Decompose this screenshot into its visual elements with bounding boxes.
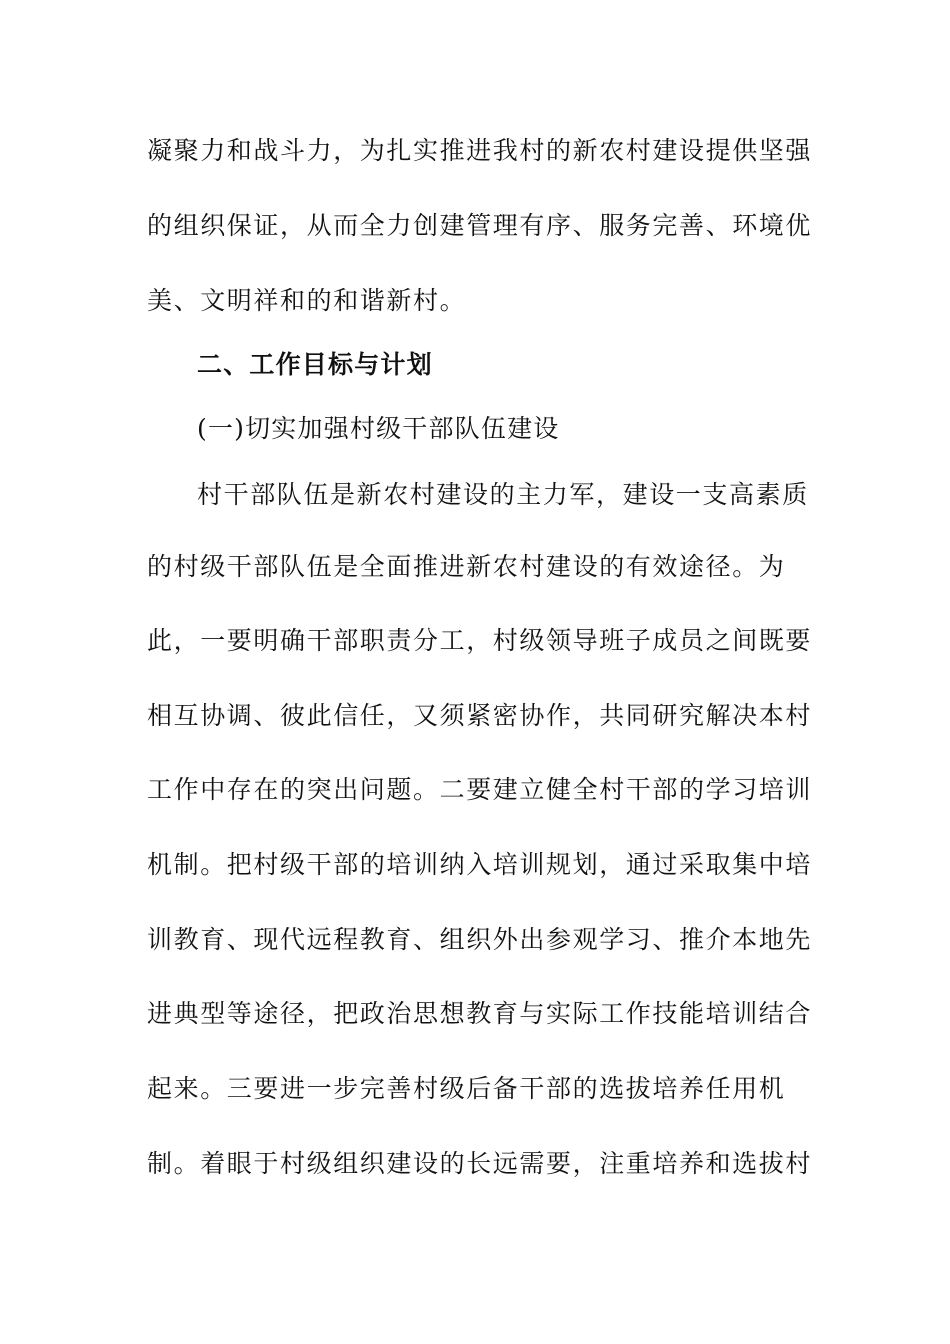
paragraph-2-line-8: 进典型等途径，把政治思想教育与实际工作技能培训结合: [147, 999, 813, 1028]
paragraph-2-line-6: 机制。把村级干部的培训纳入培训规划，通过采取集中培: [147, 850, 813, 879]
section-heading: 二、工作目标与计划: [197, 350, 433, 379]
paragraph-2-line-3: 此，一要明确干部职责分工，村级领导班子成员之间既要: [147, 626, 813, 655]
paragraph-2-line-9: 起来。三要进一步完善村级后备干部的选拔培养任用机: [147, 1074, 786, 1103]
paragraph-2-line-4: 相互协调、彼此信任，又须紧密协作，共同研究解决本村: [147, 701, 813, 730]
paragraph-2-line-10: 制。着眼于村级组织建设的长远需要，注重培养和选拔村: [147, 1149, 813, 1178]
paragraph-1-line-2: 的组织保证，从而全力创建管理有序、服务完善、环境优: [147, 211, 813, 240]
paragraph-2-line-5: 工作中存在的突出问题。二要建立健全村干部的学习培训: [147, 775, 813, 804]
subsection-heading: (一)切实加强村级干部队伍建设: [197, 414, 560, 443]
paragraph-2-line-2: 的村级干部队伍是全面推进新农村建设的有效途径。为: [147, 552, 786, 581]
paragraph-2-line-1: 村干部队伍是新农村建设的主力军，建设一支高素质: [197, 480, 809, 509]
paragraph-1-line-1: 凝聚力和战斗力，为扎实推进我村的新农村建设提供坚强: [147, 136, 813, 165]
paragraph-2-line-7: 训教育、现代远程教育、组织外出参观学习、推介本地先: [147, 925, 813, 954]
paragraph-1-line-3: 美、文明祥和的和谐新村。: [147, 286, 467, 315]
